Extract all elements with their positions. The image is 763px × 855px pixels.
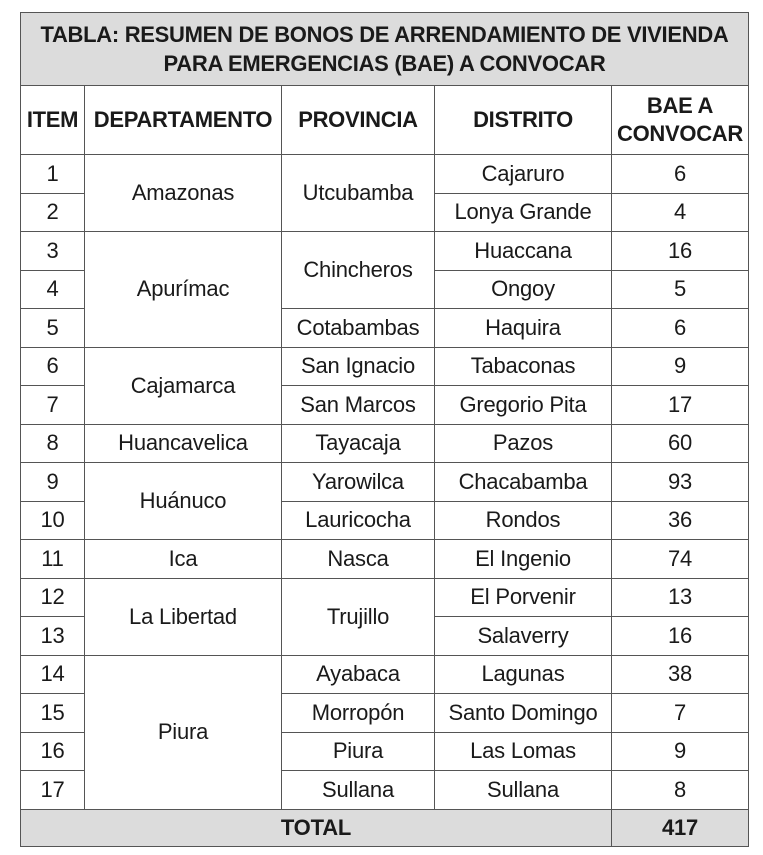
bae-cell: 36 [612,501,749,540]
table-row [21,347,749,386]
departamento-cell: La Libertad [85,578,282,655]
item-cell: 6 [21,347,85,386]
item-cell: 12 [21,578,85,617]
provincia-cell: Utcubamba [282,155,435,232]
bae-cell: 93 [612,463,749,502]
bae-cell: 60 [612,424,749,463]
table-row [21,463,749,502]
bae-cell: 16 [612,232,749,271]
distrito-cell: Cajaruro [435,155,612,194]
provincia-cell: Yarowilca [282,463,435,502]
table-title: TABLA: RESUMEN DE BONOS DE ARRENDAMIENTO DE VIVIENDA PARA EMERGENCIAS (BAE) A CONVOCAR [21,13,749,86]
bae-cell: 5 [612,270,749,309]
total-value: 417 [612,809,749,846]
provincia-cell: Morropón [282,694,435,733]
table-row [21,578,749,617]
bae-cell: 74 [612,540,749,579]
item-cell: 16 [21,732,85,771]
bae-cell: 13 [612,578,749,617]
bae-cell: 9 [612,347,749,386]
bae-cell: 6 [612,155,749,194]
total-label: TOTAL [21,809,612,846]
distrito-cell: Huaccana [435,232,612,271]
header-bae-line1: BAE A [646,93,714,118]
bae-summary-table [20,12,749,847]
departamento-cell: Cajamarca [85,347,282,424]
provincia-cell: San Ignacio [282,347,435,386]
bae-cell: 16 [612,617,749,656]
bae-cell: 17 [612,386,749,425]
bae-cell: 38 [612,655,749,694]
distrito-cell: Haquira [435,309,612,348]
provincia-cell: Trujillo [282,578,435,655]
distrito-cell: Lonya Grande [435,193,612,232]
table-row [21,155,749,194]
item-cell: 17 [21,771,85,810]
item-cell: 7 [21,386,85,425]
provincia-cell: Sullana [282,771,435,810]
item-cell: 4 [21,270,85,309]
item-cell: 9 [21,463,85,502]
provincia-cell: Tayacaja [282,424,435,463]
item-cell: 15 [21,694,85,733]
header-bae-a-convocar [612,86,749,155]
departamento-cell: Ica [85,540,282,579]
item-cell: 8 [21,424,85,463]
header-bae-line2: CONVOCAR [617,121,743,146]
departamento-cell: Huancavelica [85,424,282,463]
table-row [21,424,749,463]
distrito-cell: El Porvenir [435,578,612,617]
header-departamento: DEPARTAMENTO [85,86,282,155]
item-cell: 2 [21,193,85,232]
distrito-cell: Salaverry [435,617,612,656]
provincia-cell: Lauricocha [282,501,435,540]
item-cell: 1 [21,155,85,194]
item-cell: 11 [21,540,85,579]
distrito-cell: Chacabamba [435,463,612,502]
departamento-cell: Apurímac [85,232,282,348]
header-distrito: DISTRITO [435,86,612,155]
distrito-cell: Tabaconas [435,347,612,386]
header-item: ITEM [21,86,85,155]
bae-cell: 4 [612,193,749,232]
distrito-cell: Las Lomas [435,732,612,771]
bae-summary-table-container [20,12,748,847]
provincia-cell: Nasca [282,540,435,579]
item-cell: 10 [21,501,85,540]
departamento-cell: Huánuco [85,463,282,540]
distrito-cell: Pazos [435,424,612,463]
distrito-cell: Rondos [435,501,612,540]
distrito-cell: Ongoy [435,270,612,309]
departamento-cell: Amazonas [85,155,282,232]
distrito-cell: Sullana [435,771,612,810]
distrito-cell: El Ingenio [435,540,612,579]
header-provincia: PROVINCIA [282,86,435,155]
distrito-cell: Gregorio Pita [435,386,612,425]
item-cell: 5 [21,309,85,348]
departamento-cell: Piura [85,655,282,809]
item-cell: 13 [21,617,85,656]
provincia-cell: Piura [282,732,435,771]
table-row [21,232,749,271]
table-row [21,655,749,694]
provincia-cell: Ayabaca [282,655,435,694]
bae-cell: 9 [612,732,749,771]
distrito-cell: Lagunas [435,655,612,694]
provincia-cell: Cotabambas [282,309,435,348]
table-row [21,540,749,579]
provincia-cell: San Marcos [282,386,435,425]
bae-cell: 8 [612,771,749,810]
distrito-cell: Santo Domingo [435,694,612,733]
item-cell: 3 [21,232,85,271]
item-cell: 14 [21,655,85,694]
bae-cell: 6 [612,309,749,348]
provincia-cell: Chincheros [282,232,435,309]
bae-cell: 7 [612,694,749,733]
total-row [21,809,749,846]
